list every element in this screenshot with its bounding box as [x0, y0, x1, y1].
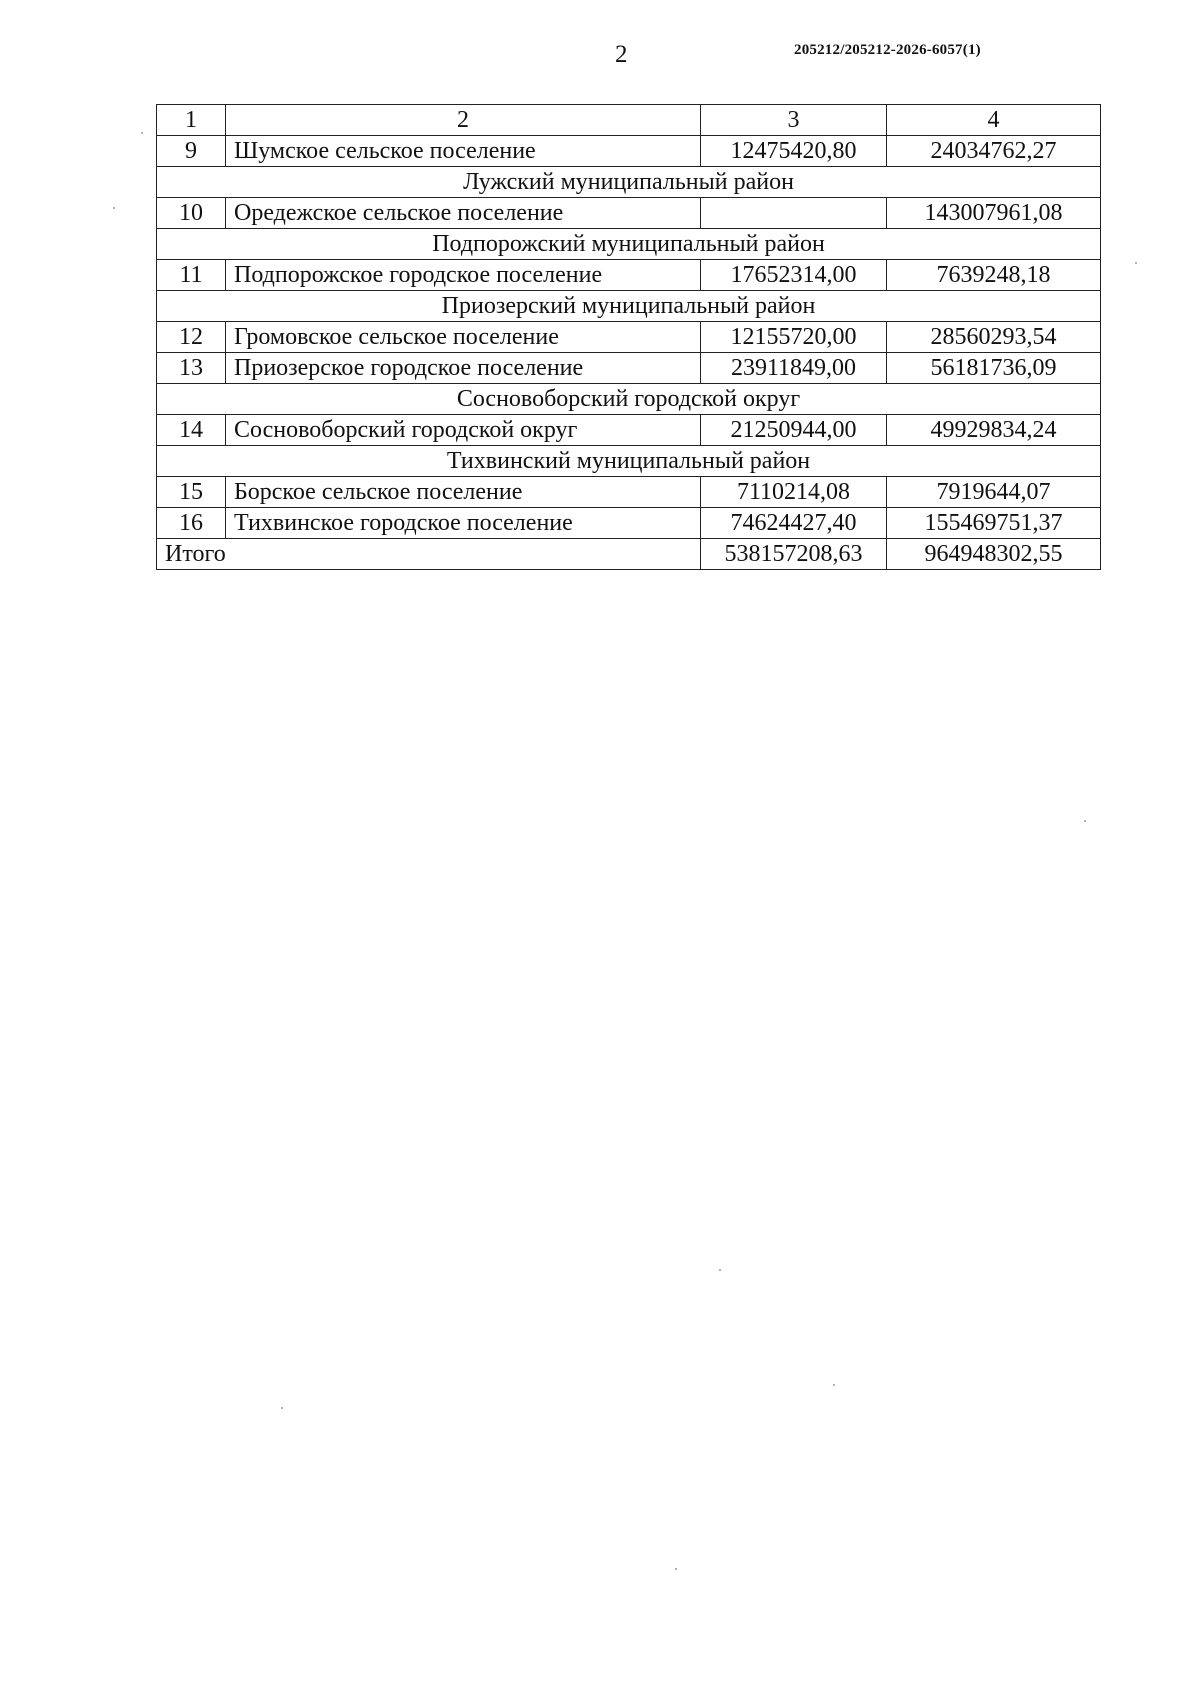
row-number: 9: [157, 136, 226, 167]
value-col3: 21250944,00: [701, 415, 887, 446]
district-title: Тихвинский муниципальный район: [157, 446, 1101, 477]
scan-speck: [281, 1407, 283, 1409]
row-number: 15: [157, 477, 226, 508]
total-col3: 538157208,63: [701, 539, 887, 570]
budget-table: [156, 104, 1101, 570]
scan-speck: [719, 1269, 721, 1271]
table-row: [157, 260, 1101, 291]
value-col3: 7110214,08: [701, 477, 887, 508]
group-row: [157, 384, 1101, 415]
value-col3: [701, 198, 887, 229]
total-label: Итого: [157, 539, 701, 570]
table-row: [157, 353, 1101, 384]
page-number: 2: [615, 41, 628, 68]
value-col3: 12155720,00: [701, 322, 887, 353]
group-row: [157, 229, 1101, 260]
group-row: [157, 167, 1101, 198]
settlement-name: Оредежское сельское поселение: [226, 198, 701, 229]
settlement-name: Громовское сельское поселение: [226, 322, 701, 353]
scan-speck: [675, 1568, 677, 1570]
value-col4: 49929834,24: [887, 415, 1101, 446]
scan-speck: [833, 1384, 835, 1386]
column-header: 4: [887, 105, 1101, 136]
column-header: 3: [701, 105, 887, 136]
value-col3: 12475420,80: [701, 136, 887, 167]
column-header: 1: [157, 105, 226, 136]
table-row: [157, 136, 1101, 167]
scan-speck: [1135, 262, 1137, 264]
settlement-name: Приозерское городское поселение: [226, 353, 701, 384]
row-number: 11: [157, 260, 226, 291]
value-col4: 155469751,37: [887, 508, 1101, 539]
scan-speck: [141, 132, 143, 134]
value-col3: 17652314,00: [701, 260, 887, 291]
settlement-name: Тихвинское городское поселение: [226, 508, 701, 539]
settlement-name: Подпорожское городское поселение: [226, 260, 701, 291]
table-row: [157, 415, 1101, 446]
table-row: [157, 198, 1101, 229]
district-title: Лужский муниципальный район: [157, 167, 1101, 198]
total-col4: 964948302,55: [887, 539, 1101, 570]
document-code: 205212/205212-2026-6057(1): [794, 42, 981, 58]
row-number: 13: [157, 353, 226, 384]
scan-speck: [1084, 820, 1086, 822]
value-col4: 143007961,08: [887, 198, 1101, 229]
value-col3: 23911849,00: [701, 353, 887, 384]
total-row: [157, 539, 1101, 570]
district-title: Приозерский муниципальный район: [157, 291, 1101, 322]
table-header-row: [157, 105, 1101, 136]
settlement-name: Борское сельское поселение: [226, 477, 701, 508]
column-header: 2: [226, 105, 701, 136]
group-row: [157, 291, 1101, 322]
row-number: 16: [157, 508, 226, 539]
value-col4: 56181736,09: [887, 353, 1101, 384]
district-title: Подпорожский муниципальный район: [157, 229, 1101, 260]
row-number: 14: [157, 415, 226, 446]
group-row: [157, 446, 1101, 477]
value-col4: 24034762,27: [887, 136, 1101, 167]
settlement-name: Сосновоборский городской округ: [226, 415, 701, 446]
table-row: [157, 508, 1101, 539]
value-col3: 74624427,40: [701, 508, 887, 539]
value-col4: 7919644,07: [887, 477, 1101, 508]
row-number: 12: [157, 322, 226, 353]
settlement-name: Шумское сельское поселение: [226, 136, 701, 167]
table-row: [157, 322, 1101, 353]
value-col4: 7639248,18: [887, 260, 1101, 291]
value-col4: 28560293,54: [887, 322, 1101, 353]
district-title: Сосновоборский городской округ: [157, 384, 1101, 415]
scan-speck: [113, 207, 115, 209]
table-row: [157, 477, 1101, 508]
row-number: 10: [157, 198, 226, 229]
